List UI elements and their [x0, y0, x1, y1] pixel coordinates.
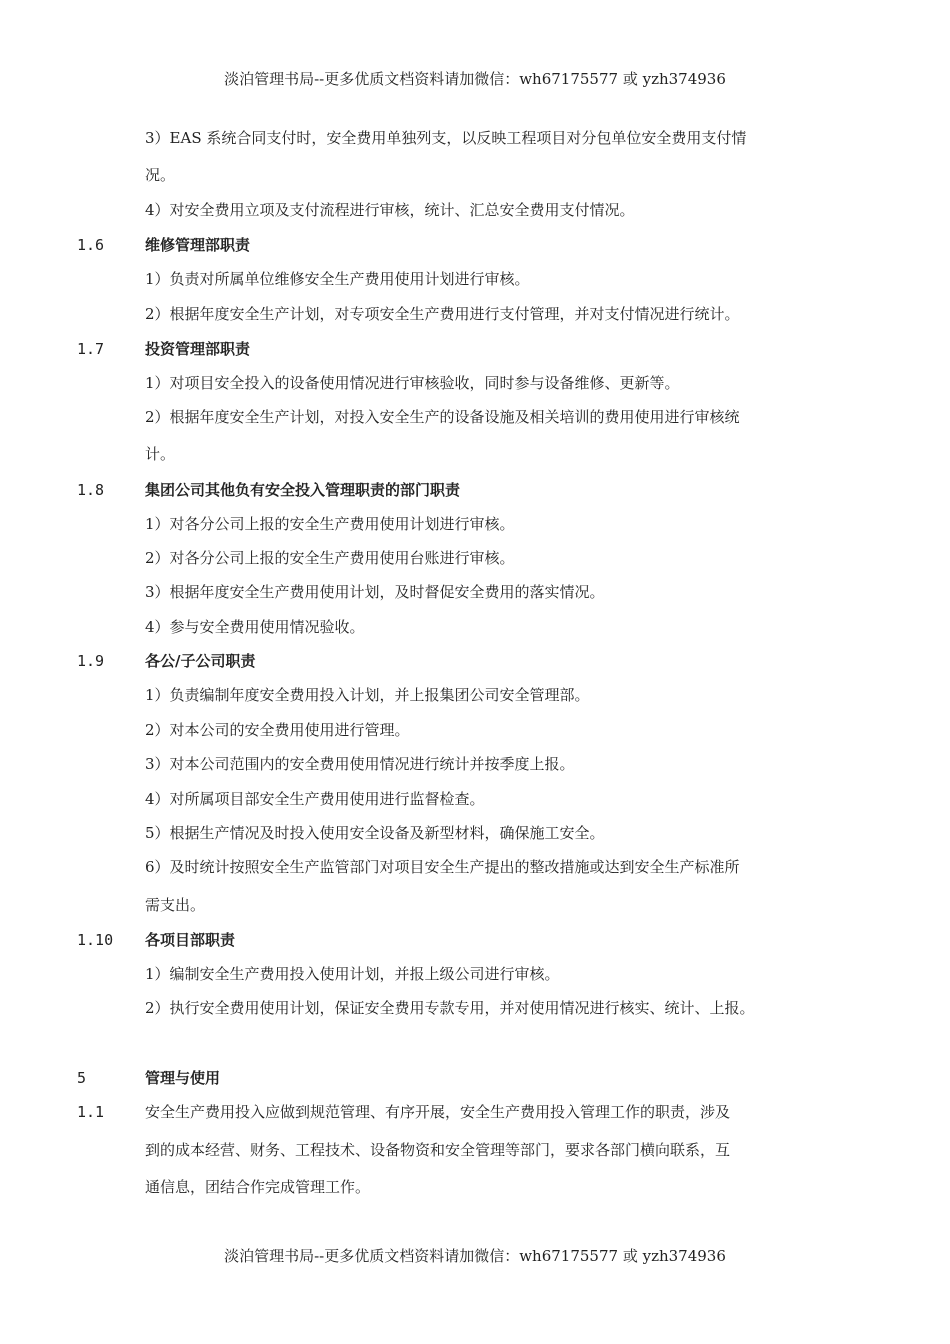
- section-1-9-title: 各公/子公司职责: [145, 652, 256, 670]
- section-1-9-item-4: 4）对所属项目部安全生产费用使用进行监督检查。: [145, 790, 485, 808]
- section-5-1-line-3: 通信息，团结合作完成管理工作。: [145, 1178, 371, 1196]
- section-1-8-title: 集团公司其他负有安全投入管理职责的部门职责: [145, 481, 461, 499]
- page-header: 淡泊管理书局--更多优质文档资料请加微信：wh67175577 或 yzh374936: [224, 70, 726, 88]
- page-footer: 淡泊管理书局--更多优质文档资料请加微信：wh67175577 或 yzh374936: [224, 1247, 726, 1265]
- section-1-6-title: 维修管理部职责: [145, 236, 251, 254]
- chapter-5-title: 管理与使用: [145, 1069, 221, 1087]
- section-1-7-item-2-line-1: 2）根据年度安全生产计划，对投入安全生产的设备设施及相关培训的费用使用进行审核统: [145, 408, 740, 426]
- section-1-9-number: 1.9: [77, 652, 105, 670]
- section-1-9-item-3: 3）对本公司范围内的安全费用使用情况进行统计并按季度上报。: [145, 755, 575, 773]
- intro-item-3-line-1: 3）EAS 系统合同支付时，安全费用单独列支，以反映工程项目对分包单位安全费用支付情: [145, 129, 747, 147]
- section-1-9-item-6-line-2: 需支出。: [145, 896, 206, 914]
- intro-item-3-line-2: 况。: [145, 166, 176, 184]
- section-5-1-line-1: 安全生产费用投入应做到规范管理、有序开展，安全生产费用投入管理工作的职责，涉及: [145, 1103, 731, 1121]
- section-1-10-number: 1.10: [77, 931, 114, 949]
- section-5-1-number: 1.1: [77, 1103, 105, 1121]
- section-5-1-line-2: 到的成本经营、财务、工程技术、设备物资和安全管理等部门，要求各部门横向联系，互: [145, 1141, 731, 1159]
- section-1-9-item-2: 2）对本公司的安全费用使用进行管理。: [145, 721, 410, 739]
- section-1-8-item-1: 1）对各分公司上报的安全生产费用使用计划进行审核。: [145, 515, 515, 533]
- section-1-9-item-5: 5）根据生产情况及时投入使用安全设备及新型材料，确保施工安全。: [145, 824, 605, 842]
- section-1-8-number: 1.8: [77, 481, 105, 499]
- section-1-10-item-1: 1）编制安全生产费用投入使用计划，并报上级公司进行审核。: [145, 965, 560, 983]
- section-1-6-number: 1.6: [77, 236, 105, 254]
- section-1-8-item-4: 4）参与安全费用使用情况验收。: [145, 618, 365, 636]
- section-1-7-item-2-line-2: 计。: [145, 445, 176, 463]
- section-1-7-item-1: 1）对项目安全投入的设备使用情况进行审核验收，同时参与设备维修、更新等。: [145, 374, 680, 392]
- section-1-7-number: 1.7: [77, 340, 105, 358]
- section-1-9-item-1: 1）负责编制年度安全费用投入计划，并上报集团公司安全管理部。: [145, 686, 590, 704]
- section-1-7-title: 投资管理部职责: [145, 340, 251, 358]
- section-1-8-item-2: 2）对各分公司上报的安全生产费用使用台账进行审核。: [145, 549, 515, 567]
- section-1-6-item-1: 1）负责对所属单位维修安全生产费用使用计划进行审核。: [145, 270, 530, 288]
- section-1-10-item-2: 2）执行安全费用使用计划，保证安全费用专款专用，并对使用情况进行核实、统计、上报。: [145, 999, 755, 1017]
- intro-item-4: 4）对安全费用立项及支付流程进行审核，统计、汇总安全费用支付情况。: [145, 201, 635, 219]
- section-1-8-item-3: 3）根据年度安全生产费用使用计划，及时督促安全费用的落实情况。: [145, 583, 605, 601]
- section-1-6-item-2: 2）根据年度安全生产计划，对专项安全生产费用进行支付管理，并对支付情况进行统计。: [145, 305, 740, 323]
- chapter-5-number: 5: [77, 1069, 87, 1087]
- section-1-10-title: 各项目部职责: [145, 931, 236, 949]
- section-1-9-item-6-line-1: 6）及时统计按照安全生产监管部门对项目安全生产提出的整改措施或达到安全生产标准所: [145, 858, 740, 876]
